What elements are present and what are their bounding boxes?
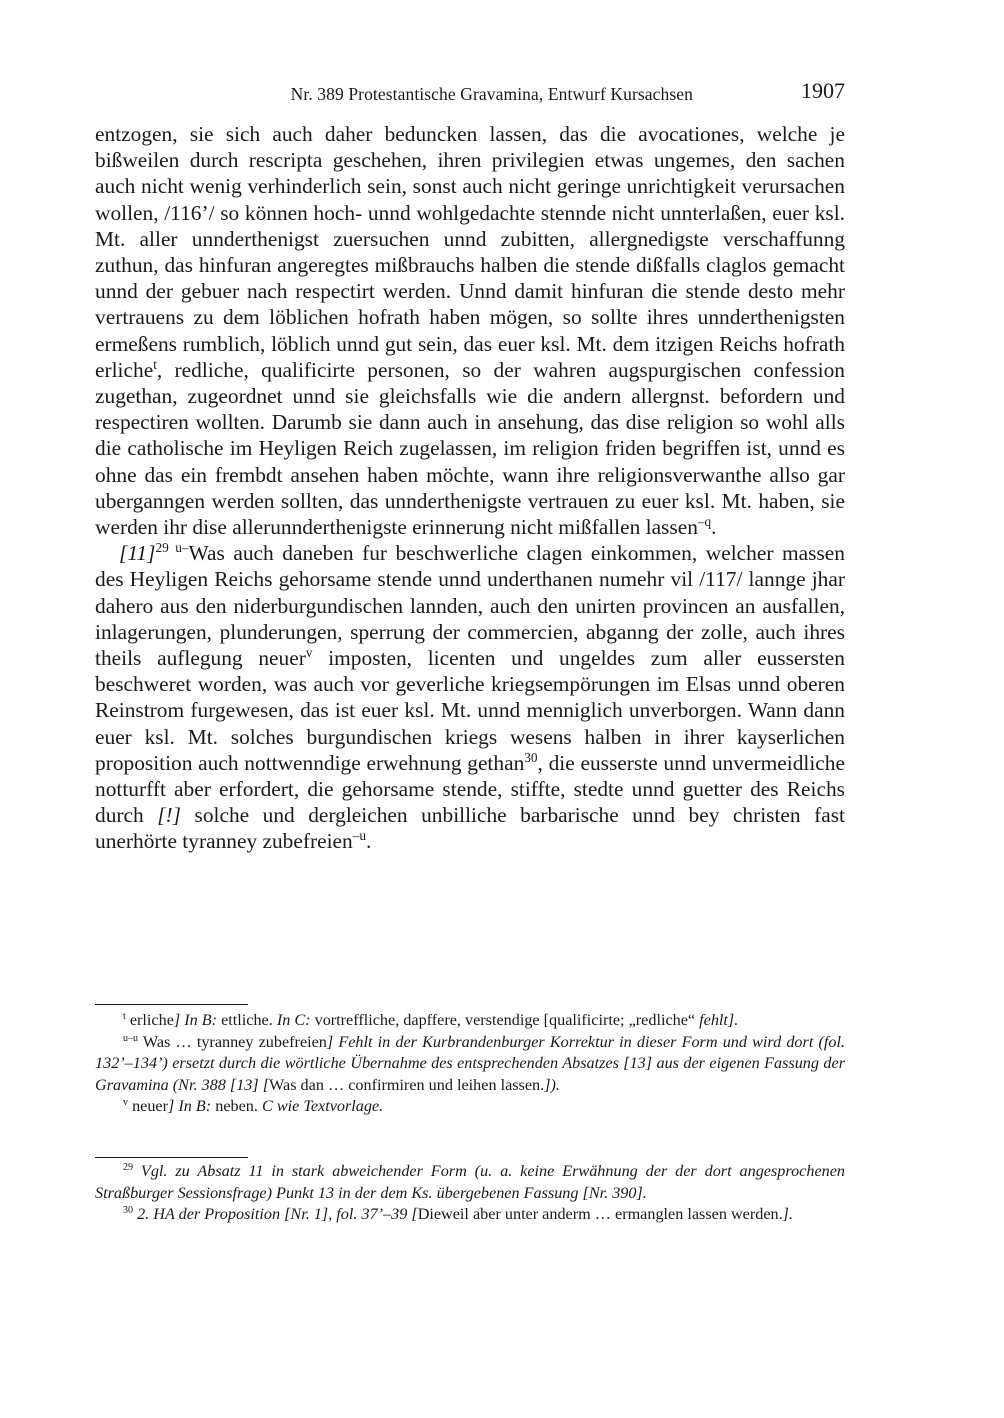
note-text: ] In B: [173,1011,218,1029]
note-text: neben. [211,1097,262,1116]
lemma: Was … tyranney zubefreien [138,1032,327,1051]
note-mark: –q [697,513,712,529]
note-text: Was dan … confirmiren und leihen lassen. [269,1075,545,1094]
text-run: imposten, licenten und ungeldes zum aller eussersten beschweret worden, was auch vor geverliche kriegsempörungen im Elsas unnd oberen Reinstrom furgewesen, das ist euer ksl. Mt. unnd menniglich unverborgen. Wann dann euer ksl. Mt. solches burgundischen kriegs wesens halben in ihrer kayserlichen proposition auch nottwenndige erwehnung gethan [95,646,845,775]
footnote-text: 2. HA der Proposition [Nr. 1], fol. 37’–39 [ [133,1205,418,1224]
note-text: In C: [276,1011,311,1029]
apparatus-note [95,1010,845,1032]
text-run: entzogen, sie sich auch daher beduncken lassen, das die avocationes, welche je bißweilen durch rescripta geschehen, ihren privilegien etwas ungemes, den sachen auch nicht wenig verhinderlich sein, sonst auch nicht geringe unrichtigkeit verursachen wollen, /116’/ so können hoch- unnd wohlgedachte stennde nicht unnterlaßen, euer ksl. Mt. aller unnderthenigst zuersuchen unnd zubitten, allergnedigste verschaffunng zuthun, das hinfuran angeregtes mißbrauchs halben die stende dißfalls claglos gemacht unnd der gebuer nach respectirt werden. Unnd damit hinfuran die stende desto mehr vertrauens zu dem löblichen hofrath haben mögen, so sollte ihres unnderthenigsten ermeßens rumblich, löblich unnd gut sein, das euer ksl. Mt. dem itzigen Reichs hofrath erliche [95,122,845,382]
lemma: neuer [128,1097,169,1116]
footnote-ref: 29 [155,540,169,556]
note-mark: t [153,356,157,372]
footnotes-divider [95,1157,248,1158]
footnote-text: Vgl. zu Absatz 11 in stark abweichender Form (u. a. keine Erwähnung der der dort angesprochenen Straßburger Sessionsfrage) Punkt 13 in der dem Ks. übergebenen Fassung [Nr. 390]. [95,1162,845,1202]
footnote-ref: 30 [524,749,538,765]
footnote-text: ]. [782,1205,794,1224]
note-text: ]). [544,1075,560,1094]
main-text [95,121,845,855]
note-text: fehlt]. [699,1011,739,1029]
note-mark: v [123,1097,129,1109]
paragraph [95,540,845,854]
lemma: erliche [125,1011,174,1029]
critical-apparatus [95,1010,845,1118]
sic-mark: [!] [157,803,181,828]
note-mark: u–u [123,1032,139,1044]
apparatus-note [95,1096,845,1118]
page-number: 1907 [801,78,845,103]
note-text: vortreffliche, dapffere, verstendige [qualificirte; „redliche“ [310,1011,700,1029]
text-run: , redliche, qualificirte personen, so der wahren augspurgischen confession zugethan, zugeordnet unnd sie gleichsfalls wie die andern allergnst. befordern und respectiren wollten. Darumb sie dann auch in ansehung, das dise religion so wohl alls die catholische im Heyligen Reich zugelassen, im religion friden begriffen ist, unnd es ohne das ein frembdt ansehen haben möchte, wann ihre religionsverwanthe allso gar uberganngen werden sollten, das unnderthenigste vertrauen zu euer ksl. Mt. haben, sie werden ihr dise allerunnderthenigste erinnerung nicht mißfallen lassen [95,357,845,540]
apparatus-note [95,1032,845,1097]
footnote [95,1161,845,1204]
note-text: ] Fehlt in der Kurbrandenburger Korrektur in dieser Form und wird dort (fol. 132’–134’) ersetzt durch die wörtliche Übernahme des entsprechenden Absatzes [13] aus der eigenen Fassung der Gravamina (Nr. 388 [13] [ [95,1032,845,1094]
note-text: ] In B: [168,1097,212,1116]
footnote [95,1204,845,1226]
note-mark: v [305,644,313,660]
note-mark: u– [168,540,189,556]
note-mark: –u [352,828,366,844]
footnotes [95,1161,845,1226]
running-title: Nr. 389 Protestantische Gravamina, Entwurf Kursachsen [290,84,693,104]
footnote-text: Dieweil aber unter anderm … ermanglen lassen werden. [417,1205,783,1224]
apparatus-divider [95,1004,248,1005]
text-run: , die eusserste unnd unvermeidliche notturfft aber erfordert, die gehorsame stende, stiffte, stedte unnd guetter des Reichs durch [95,750,845,828]
text-run: . [711,515,717,540]
paragraph [95,121,845,540]
text-run: Was auch daneben fur beschwerliche clagen einkommen, welcher massen des Heyligen Reichs gehorsame stende unnd underthanen numehr vil /117/ lannge jhar dahero aus den niderburgundischen lannden, auch den unirten provincen an ausfallen, inlagerungen, plunderungen, sperrung der commercien, abganng der zolle, auch ihres theils auflegung neuer [95,541,845,671]
note-mark: t [123,1010,126,1022]
note-text: C wie Textvorlage. [261,1097,384,1116]
section-number: [11] [119,541,156,566]
footnote-number: 29 [123,1161,134,1173]
text-run: solche und dergleichen unbilliche barbarische unnd bey christen fast unerhörte tyranney zubefreien [95,803,846,854]
footnote-number: 30 [123,1204,134,1216]
running-header [95,78,845,110]
text-run: . [366,829,372,854]
note-text: ettliche. [217,1011,277,1029]
